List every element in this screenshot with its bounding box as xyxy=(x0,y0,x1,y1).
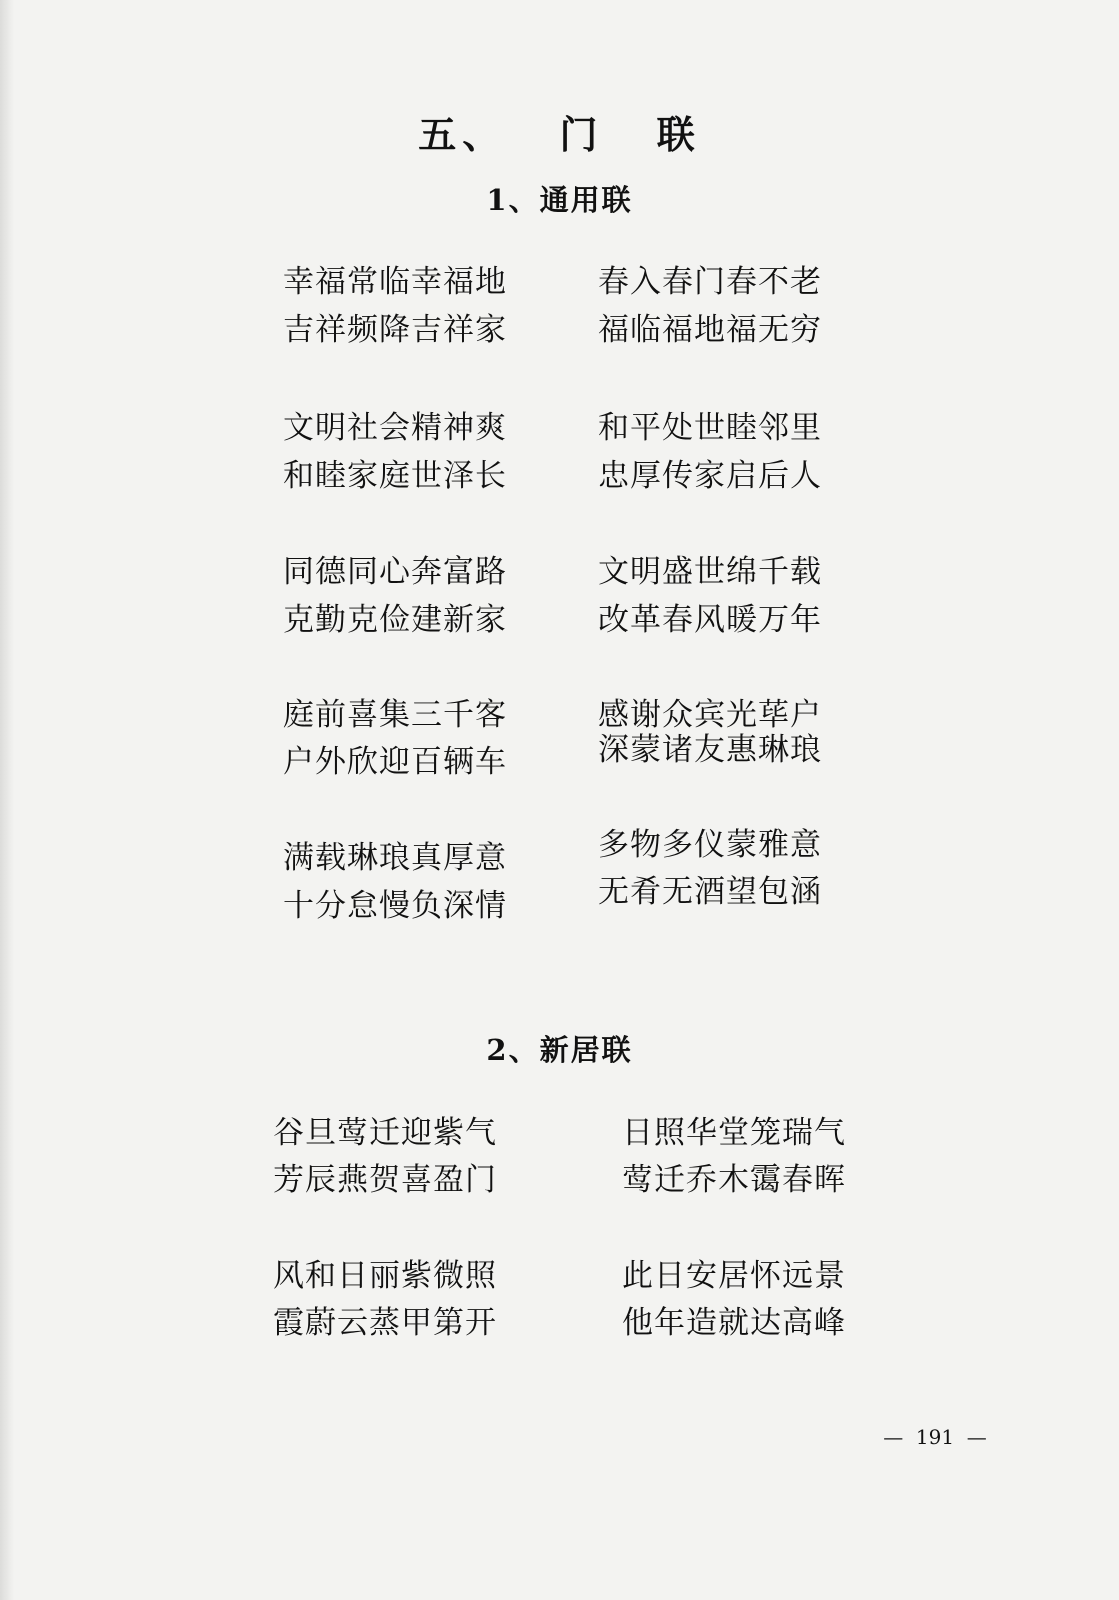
couplet-line: 忠厚传家启后人 xyxy=(598,458,822,494)
couplet-line: 谷旦莺迁迎紫气 xyxy=(273,1115,497,1151)
couplet-line: 克勤克俭建新家 xyxy=(283,602,507,638)
couplet-line: 芳辰燕贺喜盈门 xyxy=(273,1162,497,1198)
couplet-line: 感谢众宾光荜户 xyxy=(598,697,822,733)
couplet-line: 他年造就达高峰 xyxy=(622,1305,846,1341)
couplet-line: 霞蔚云蒸甲第开 xyxy=(273,1305,497,1341)
couplet-line: 庭前喜集三千客 xyxy=(283,697,507,733)
couplet-line: 幸福常临幸福地 xyxy=(283,264,507,300)
couplet-line: 和睦家庭世泽长 xyxy=(283,458,507,494)
couplet-line: 多物多仪蒙雅意 xyxy=(598,827,822,863)
couplet-line: 十分怠慢负深情 xyxy=(283,888,507,924)
couplet-line: 户外欣迎百辆车 xyxy=(283,744,507,780)
page-number: — 191 — xyxy=(883,1425,987,1449)
page-edge-shadow xyxy=(0,0,14,1600)
couplet-line: 满载琳琅真厚意 xyxy=(283,840,507,876)
couplet-line: 文明社会精神爽 xyxy=(283,410,507,446)
couplet-line: 文明盛世绵千载 xyxy=(598,554,822,590)
couplet-line: 改革春风暖万年 xyxy=(598,602,822,638)
couplet-line: 福临福地福无穷 xyxy=(598,312,822,348)
chapter-title: 五、 门 联 xyxy=(418,112,701,157)
couplet-line: 和平处世睦邻里 xyxy=(598,410,822,446)
couplet-line: 春入春门春不老 xyxy=(598,264,822,300)
couplet-line: 同德同心奔富路 xyxy=(283,554,507,590)
couplet-line: 日照华堂笼瑞气 xyxy=(622,1115,846,1151)
section-title-new-home: 2、新居联 xyxy=(486,1033,633,1067)
couplet-line: 莺迁乔木霭春晖 xyxy=(622,1162,846,1198)
couplet-line: 吉祥频降吉祥家 xyxy=(283,312,507,348)
couplet-line: 深蒙诸友惠琳琅 xyxy=(598,732,822,768)
couplet-line: 无肴无酒望包涵 xyxy=(598,874,822,910)
section-title-general: 1、通用联 xyxy=(486,183,633,217)
couplet-line: 风和日丽紫微照 xyxy=(273,1258,497,1294)
couplet-line: 此日安居怀远景 xyxy=(622,1258,846,1294)
